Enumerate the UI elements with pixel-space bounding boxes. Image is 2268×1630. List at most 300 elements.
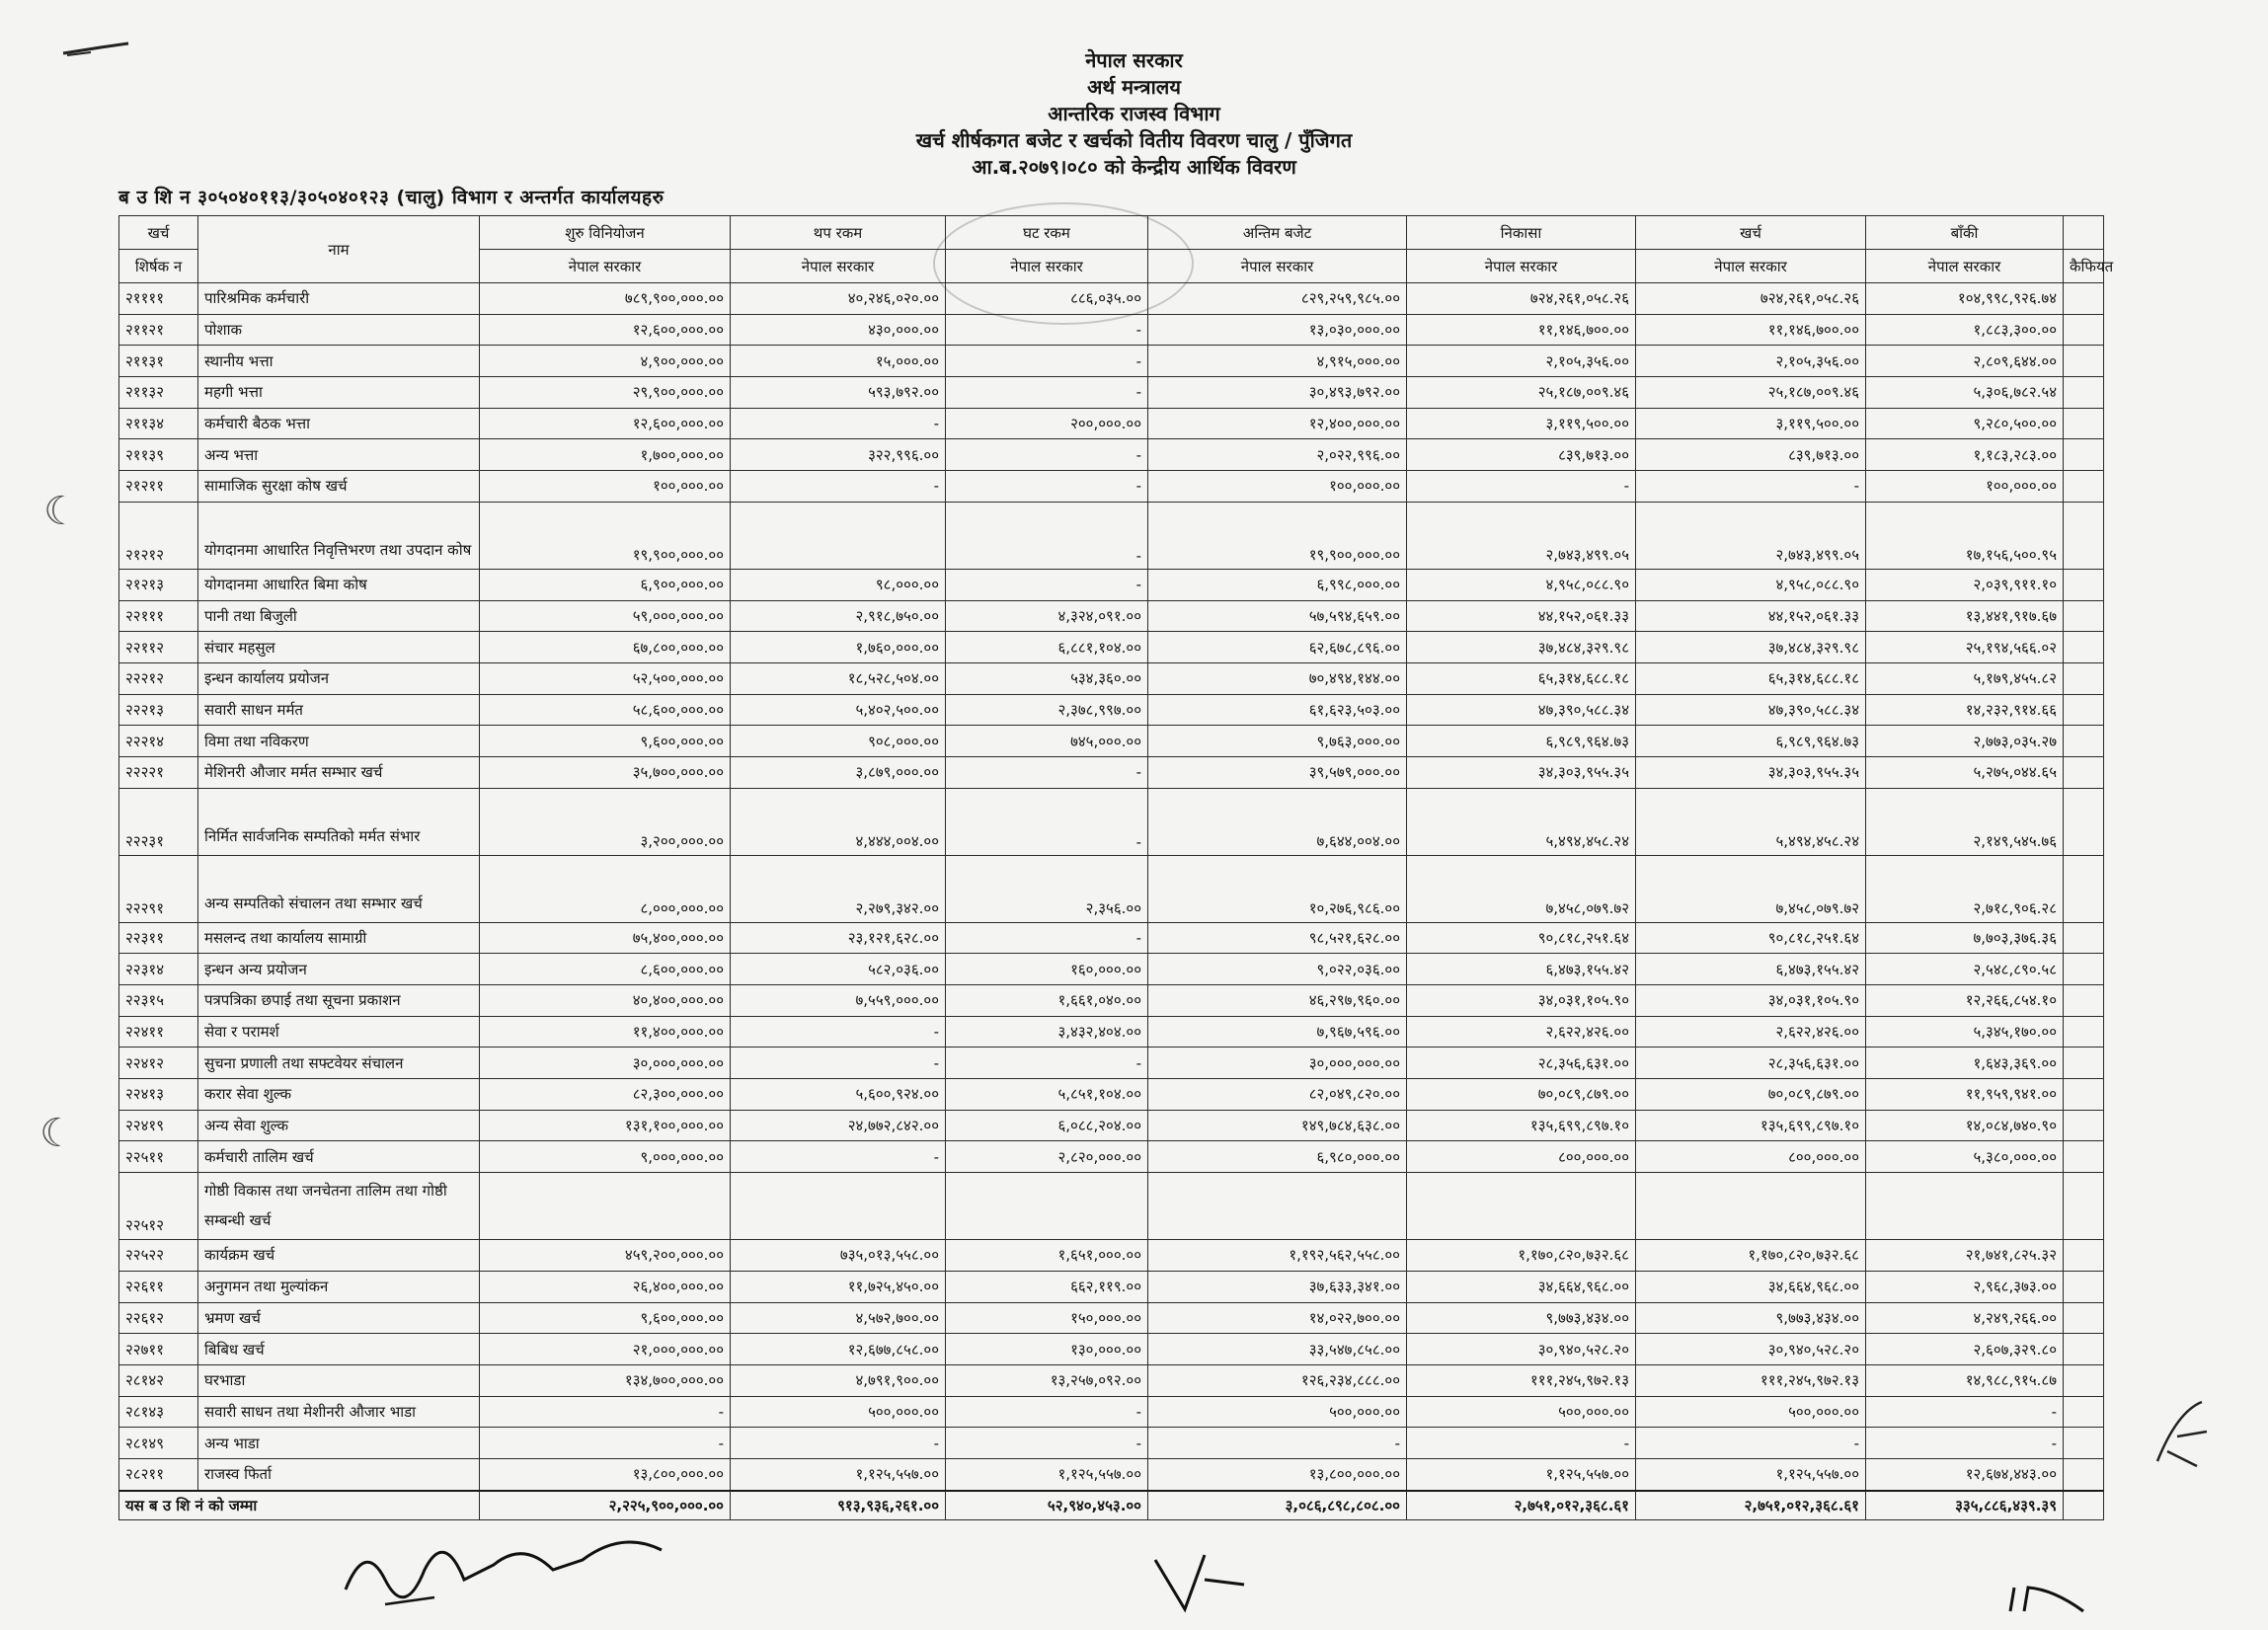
row-balance: ११,९५९,९४१.०० (1866, 1079, 2064, 1111)
row-addition: ११,७२५,४५०.०० (731, 1271, 946, 1302)
row-final-budget: १४९,७८४,६३८.०० (1148, 1110, 1407, 1141)
row-release: ३,११९,५००.०० (1407, 408, 1636, 439)
row-code: २२२१२ (119, 662, 198, 694)
row-expenditure: ७०,०८९,८७९.०० (1636, 1079, 1866, 1111)
total-release: २,७५१,०१२,३६८.६१ (1407, 1491, 1636, 1520)
row-code: २११११ (119, 283, 198, 315)
row-initial-appropriation: - (480, 1428, 731, 1459)
row-final-budget: ६२,६७८,८९६.०० (1148, 632, 1407, 663)
row-reduction: - (946, 569, 1148, 600)
table-row (119, 471, 2104, 503)
row-addition: ७३५,०१३,५५८.०० (731, 1240, 946, 1272)
row-balance: २,१४९,५४५.७६ (1866, 788, 2064, 855)
row-name: महगी भत्ता (198, 377, 480, 409)
row-addition: ५८२,०३६.०० (731, 954, 946, 985)
row-reduction: १३०,०००.०० (946, 1334, 1148, 1365)
row-expenditure: २८,३५६,६३१.०० (1636, 1048, 1866, 1079)
row-addition: ९८,०००.०० (731, 569, 946, 600)
total-expenditure: २,७५१,०१२,३६८.६१ (1636, 1491, 1866, 1520)
row-reduction: - (946, 1428, 1148, 1459)
row-expenditure: ७२४,२६१,०५८.२६ (1636, 283, 1866, 315)
table-row (119, 855, 2104, 922)
row-initial-appropriation: १३१,१००,०००.०० (480, 1110, 731, 1141)
row-initial-appropriation: ६,९००,०००.०० (480, 569, 731, 600)
row-final-budget (1148, 1173, 1407, 1240)
row-name: अनुगमन तथा मुल्यांकन (198, 1271, 480, 1302)
table-row (119, 756, 2104, 788)
row-release: ५,४९४,४५८.२४ (1407, 788, 1636, 855)
row-release: १,१२५,५५७.०० (1407, 1458, 1636, 1490)
row-final-budget: १९,९००,०००.०० (1148, 502, 1407, 569)
row-initial-appropriation: १३४,७००,०००.०० (480, 1364, 731, 1396)
row-initial-appropriation: ४०,४००,०००.०० (480, 985, 731, 1017)
row-expenditure: ६५,३१४,६८८.१८ (1636, 662, 1866, 694)
row-balance: २,८०९,६४४.०० (1866, 346, 2064, 377)
row-release: ३०,९४०,५२८.२० (1407, 1334, 1636, 1365)
row-reduction: २,३७८,९९७.०० (946, 694, 1148, 726)
total-final-budget: ३,०८६,८९८,८०८.०० (1148, 1491, 1407, 1520)
row-name: सवारी साधन तथा मेशीनरी औजार भाडा (198, 1396, 480, 1428)
row-code: २२११२ (119, 632, 198, 663)
row-name: संचार महसुल (198, 632, 480, 663)
row-addition: १,१२५,५५७.०० (731, 1458, 946, 1490)
row-remarks (2064, 283, 2104, 315)
row-expenditure: ११,१४६,७००.०० (1636, 314, 1866, 346)
row-initial-appropriation: २९,९००,०००.०० (480, 377, 731, 409)
row-balance: १,६४३,३६९.०० (1866, 1048, 2064, 1079)
row-reduction: ३,४३२,४०४.०० (946, 1016, 1148, 1048)
row-initial-appropriation: ३०,०००,०००.०० (480, 1048, 731, 1079)
row-remarks (2064, 788, 2104, 855)
row-remarks (2064, 408, 2104, 439)
row-reduction: १,१२५,५५७.०० (946, 1458, 1148, 1490)
row-release: ३४,०३१,१०५.९० (1407, 985, 1636, 1017)
row-remarks (2064, 1240, 2104, 1272)
row-expenditure: १३५,६९९,८९७.१० (1636, 1110, 1866, 1141)
table-row (119, 1271, 2104, 1302)
row-initial-appropriation: ११,४००,०००.०० (480, 1016, 731, 1048)
row-code: २१२१३ (119, 569, 198, 600)
row-remarks (2064, 1110, 2104, 1141)
row-code: २२४१९ (119, 1110, 198, 1141)
row-expenditure: २,६२२,४२६.०० (1636, 1016, 1866, 1048)
table-row (119, 1396, 2104, 1428)
row-code: २८१४३ (119, 1396, 198, 1428)
row-reduction: - (946, 314, 1148, 346)
row-expenditure (1636, 1173, 1866, 1240)
row-reduction: ५३४,३६०.०० (946, 662, 1148, 694)
total-label: यस ब उ शि नं को जम्मा (119, 1491, 480, 1520)
row-code: २२२१४ (119, 726, 198, 757)
row-addition: ९०८,०००.०० (731, 726, 946, 757)
row-addition: १,७६०,०००.०० (731, 632, 946, 663)
row-initial-appropriation: ९,०००,०००.०० (480, 1141, 731, 1173)
header-line-govt: नेपाल सरकार (1085, 48, 1183, 72)
row-expenditure: ५,४९४,४५८.२४ (1636, 788, 1866, 855)
row-reduction: २,३५६.०० (946, 855, 1148, 922)
row-remarks (2064, 855, 2104, 922)
row-initial-appropriation: १००,०००.०० (480, 471, 731, 503)
row-remarks (2064, 502, 2104, 569)
table-row (119, 954, 2104, 985)
table-row (119, 1048, 2104, 1079)
row-release: ६,९८९,९६४.७३ (1407, 726, 1636, 757)
row-initial-appropriation: ८,६००,०००.०० (480, 954, 731, 985)
row-addition (731, 502, 946, 569)
row-reduction: - (946, 1396, 1148, 1428)
subheader-nepal-govt: नेपाल सरकार (480, 250, 731, 283)
row-name: गोष्ठी विकास तथा जनचेतना तालिम तथा गोष्ठी सम्बन्धी खर्च (198, 1173, 480, 1240)
header-remarks: कैफियत (2064, 250, 2104, 283)
row-remarks (2064, 377, 2104, 409)
row-code: २२५१२ (119, 1173, 198, 1240)
row-name: मसलन्द तथा कार्यालय सामाग्री (198, 922, 480, 954)
row-release: ७२४,२६१,०५८.२६ (1407, 283, 1636, 315)
row-final-budget: ७०,४९४,१४४.०० (1148, 662, 1407, 694)
row-release: ३७,४८४,३२९.९८ (1407, 632, 1636, 663)
row-name: अन्य सम्पतिको संचालन तथा सम्भार खर्च (198, 855, 480, 922)
table-row (119, 662, 2104, 694)
row-balance: २,०३९,९११.१० (1866, 569, 2064, 600)
row-remarks (2064, 954, 2104, 985)
row-release (1407, 1173, 1636, 1240)
handwritten-mark (2004, 1580, 2093, 1619)
row-final-budget: ८२९,२५९,९८५.०० (1148, 283, 1407, 315)
table-row (119, 922, 2104, 954)
row-addition: ७,५५९,०००.०० (731, 985, 946, 1017)
table-row (119, 600, 2104, 632)
row-balance: ९,२८०,५००.०० (1866, 408, 2064, 439)
row-addition: २३,१२१,६२८.०० (731, 922, 946, 954)
row-reduction: १६०,०००.०० (946, 954, 1148, 985)
row-final-budget: १४,०२२,७००.०० (1148, 1302, 1407, 1334)
row-name: अन्य भत्ता (198, 439, 480, 471)
row-remarks (2064, 1364, 2104, 1396)
row-remarks (2064, 471, 2104, 503)
row-initial-appropriation: २१,०००,०००.०० (480, 1334, 731, 1365)
row-expenditure: ७,४५८,०७९.७२ (1636, 855, 1866, 922)
row-final-budget: १३,८००,०००.०० (1148, 1458, 1407, 1490)
row-expenditure: ५००,०००.०० (1636, 1396, 1866, 1428)
row-remarks (2064, 1016, 2104, 1048)
row-reduction: - (946, 502, 1148, 569)
row-addition: ५००,०००.०० (731, 1396, 946, 1428)
row-name: मेशिनरी औजार मर्मत सम्भार खर्च (198, 756, 480, 788)
row-initial-appropriation: १,७००,०००.०० (480, 439, 731, 471)
row-code: २११३२ (119, 377, 198, 409)
row-initial-appropriation: ८,०००,०००.०० (480, 855, 731, 922)
row-reduction: - (946, 439, 1148, 471)
row-reduction: ६६२,११९.०० (946, 1271, 1148, 1302)
row-reduction: ८८६,०३५.०० (946, 283, 1148, 315)
row-balance: ५,३८०,०००.०० (1866, 1141, 2064, 1173)
row-release: ८३९,७१३.०० (1407, 439, 1636, 471)
table-row (119, 1302, 2104, 1334)
row-reduction: ६,०८८,२०४.०० (946, 1110, 1148, 1141)
row-reduction (946, 1173, 1148, 1240)
header-name: नाम (198, 216, 480, 283)
row-initial-appropriation: - (480, 1396, 731, 1428)
row-code: २८२११ (119, 1458, 198, 1490)
row-initial-appropriation: ४५९,२००,०००.०० (480, 1240, 731, 1272)
row-expenditure: - (1636, 471, 1866, 503)
row-code: २२४११ (119, 1016, 198, 1048)
row-final-budget: १२,४००,०००.०० (1148, 408, 1407, 439)
row-expenditure: ३७,४८४,३२९.९८ (1636, 632, 1866, 663)
row-addition: ५,४०२,५००.०० (731, 694, 946, 726)
row-addition: १५,०००.०० (731, 346, 946, 377)
row-initial-appropriation: १३,८००,०००.०० (480, 1458, 731, 1490)
row-remarks (2064, 632, 2104, 663)
row-release: ४७,३९०,५८८.३४ (1407, 694, 1636, 726)
table-row (119, 985, 2104, 1017)
row-name: करार सेवा शुल्क (198, 1079, 480, 1111)
table-row (119, 1016, 2104, 1048)
row-balance: १४,०८४,७४०.९० (1866, 1110, 2064, 1141)
row-addition: १८,५२८,५०४.०० (731, 662, 946, 694)
header-initial-appropriation: शुरु विनियोजन (480, 216, 731, 250)
row-expenditure: ३४,३०३,९५५.३५ (1636, 756, 1866, 788)
row-expenditure: ४७,३९०,५८८.३४ (1636, 694, 1866, 726)
table-row (119, 632, 2104, 663)
row-addition: ४३०,०००.०० (731, 314, 946, 346)
row-initial-appropriation: २६,४००,०००.०० (480, 1271, 731, 1302)
row-final-budget: ९८,५२१,६२८.०० (1148, 922, 1407, 954)
row-release: ५००,०००.०० (1407, 1396, 1636, 1428)
row-release: ७०,०८९,८७९.०० (1407, 1079, 1636, 1111)
row-expenditure: ८३९,७१३.०० (1636, 439, 1866, 471)
row-addition: ४,७९१,९००.०० (731, 1364, 946, 1396)
row-initial-appropriation: १२,६००,०००.०० (480, 408, 731, 439)
row-release: ९,७७३,४३४.०० (1407, 1302, 1636, 1334)
row-code: २२६१२ (119, 1302, 198, 1334)
row-final-budget: १०,२७६,९८६.०० (1148, 855, 1407, 922)
row-reduction: - (946, 788, 1148, 855)
row-code: २११३९ (119, 439, 198, 471)
row-balance: १,८८३,३००.०० (1866, 314, 2064, 346)
table-row (119, 439, 2104, 471)
row-balance: ५,३०६,७८२.५४ (1866, 377, 2064, 409)
row-initial-appropriation: ८२,३००,०००.०० (480, 1079, 731, 1111)
row-reduction: १३,२५७,०९२.०० (946, 1364, 1148, 1396)
total-initial: २,२२५,९००,०००.०० (480, 1491, 731, 1520)
row-final-budget: ९,७६३,०००.०० (1148, 726, 1407, 757)
row-expenditure: ९०,८१८,२५१.६४ (1636, 922, 1866, 954)
row-addition: - (731, 471, 946, 503)
row-balance: ५,१७९,४५५.८२ (1866, 662, 2064, 694)
document-header (0, 47, 2268, 181)
row-expenditure: ३४,०३१,१०५.९० (1636, 985, 1866, 1017)
row-code: २११३४ (119, 408, 198, 439)
row-expenditure: ६,९८९,९६४.७३ (1636, 726, 1866, 757)
row-balance: १,१८३,२८३.०० (1866, 439, 2064, 471)
row-initial-appropriation: ७५,४००,०००.०० (480, 922, 731, 954)
row-code: २८१४९ (119, 1428, 198, 1459)
row-initial-appropriation: १२,६००,०००.०० (480, 314, 731, 346)
table-row (119, 1240, 2104, 1272)
row-remarks (2064, 985, 2104, 1017)
row-name: भ्रमण खर्च (198, 1302, 480, 1334)
row-release: २८,३५६,६३१.०० (1407, 1048, 1636, 1079)
row-code: २१२१२ (119, 502, 198, 569)
row-balance: १००,०००.०० (1866, 471, 2064, 503)
row-code: २२२२१ (119, 756, 198, 788)
row-remarks (2064, 569, 2104, 600)
row-final-budget: ४६,२९७,९६०.०० (1148, 985, 1407, 1017)
row-balance: १२,६७४,४४३.०० (1866, 1458, 2064, 1490)
row-balance: ४,२४९,२६६.०० (1866, 1302, 2064, 1334)
row-code: २२२१३ (119, 694, 198, 726)
total-balance: ३३५,८८६,४३९.३९ (1866, 1491, 2064, 1520)
row-code: २८१४२ (119, 1364, 198, 1396)
total-addition: ९१३,९३६,२६१.०० (731, 1491, 946, 1520)
header-final-budget: अन्तिम बजेट (1148, 216, 1407, 250)
row-balance: १४,९८८,९१५.८७ (1866, 1364, 2064, 1396)
row-name: कर्मचारी तालिम खर्च (198, 1141, 480, 1173)
header-blank (2064, 216, 2104, 250)
row-remarks (2064, 439, 2104, 471)
row-name: विमा तथा नविकरण (198, 726, 480, 757)
row-remarks (2064, 1458, 2104, 1490)
subheader-nepal-govt: नेपाल सरकार (1407, 250, 1636, 283)
table-row (119, 1110, 2104, 1141)
row-release: १११,२४५,९७२.१३ (1407, 1364, 1636, 1396)
row-final-budget: ६,९९८,०००.०० (1148, 569, 1407, 600)
handwritten-signature (1145, 1540, 1264, 1619)
handwritten-signature (326, 1511, 701, 1619)
header-line-fiscal-year: आ.ब.२०७९।०८० को केन्द्रीय आर्थिक विवरण (972, 155, 1296, 179)
row-reduction: - (946, 756, 1148, 788)
table-row (119, 726, 2104, 757)
row-initial-appropriation: ९,६००,०००.०० (480, 726, 731, 757)
row-remarks (2064, 600, 2104, 632)
row-release: ४४,१५२,०६१.३३ (1407, 600, 1636, 632)
table-row (119, 1364, 2104, 1396)
header-code-bottom: शिर्षक न (119, 250, 198, 283)
row-addition: ५९३,७९२.०० (731, 377, 946, 409)
subheader-nepal-govt: नेपाल सरकार (1636, 250, 1866, 283)
table-row (119, 1334, 2104, 1365)
row-balance: ७,७०३,३७६.३६ (1866, 922, 2064, 954)
row-final-budget: ६,९८०,०००.०० (1148, 1141, 1407, 1173)
row-final-budget: ५७,५९४,६५९.०० (1148, 600, 1407, 632)
total-reduction: ५२,९४०,४५३.०० (946, 1491, 1148, 1520)
row-balance: १४,२३२,९१४.६६ (1866, 694, 2064, 726)
row-release: २५,१८७,००९.४६ (1407, 377, 1636, 409)
row-remarks (2064, 1396, 2104, 1428)
row-expenditure: २,७४३,४९९.०५ (1636, 502, 1866, 569)
row-addition: ५,६००,९२४.०० (731, 1079, 946, 1111)
row-code: २२२९१ (119, 855, 198, 922)
row-reduction: १,६६१,०४०.०० (946, 985, 1148, 1017)
row-final-budget: ७,९६७,५९६.०० (1148, 1016, 1407, 1048)
row-final-budget: ३७,६३३,३४१.०० (1148, 1271, 1407, 1302)
row-reduction: ६,८८१,१०४.०० (946, 632, 1148, 663)
row-code: २२२३१ (119, 788, 198, 855)
table-row (119, 694, 2104, 726)
row-release: ८००,०००.०० (1407, 1141, 1636, 1173)
row-code: २२३११ (119, 922, 198, 954)
row-final-budget: १३,०३०,०००.०० (1148, 314, 1407, 346)
row-balance: १७,१५६,५००.९५ (1866, 502, 2064, 569)
row-final-budget: १,१९२,५६२,५५८.०० (1148, 1240, 1407, 1272)
table-row (119, 1141, 2104, 1173)
table-row (119, 408, 2104, 439)
row-release: - (1407, 1428, 1636, 1459)
row-final-budget: ४,९१५,०००.०० (1148, 346, 1407, 377)
row-remarks (2064, 1428, 2104, 1459)
budget-table (118, 215, 2114, 1520)
subheader-nepal-govt: नेपाल सरकार (946, 250, 1148, 283)
row-addition: - (731, 1016, 946, 1048)
subheader-nepal-govt: नेपाल सरकार (731, 250, 946, 283)
row-balance: २१,७४१,८२५.३२ (1866, 1240, 2064, 1272)
row-final-budget: ७,६४४,००४.०० (1148, 788, 1407, 855)
row-expenditure: ३०,९४०,५२८.२० (1636, 1334, 1866, 1365)
row-release: - (1407, 471, 1636, 503)
row-release: ९०,८१८,२५१.६४ (1407, 922, 1636, 954)
row-release: ३४,३०३,९५५.३५ (1407, 756, 1636, 788)
row-remarks (2064, 1048, 2104, 1079)
row-remarks (2064, 756, 2104, 788)
header-addition: थप रकम (731, 216, 946, 250)
header-code-top: खर्च (119, 216, 198, 250)
row-reduction: - (946, 922, 1148, 954)
row-addition: १२,६७७,८५८.०० (731, 1334, 946, 1365)
row-addition: ४०,२४६,०२०.०० (731, 283, 946, 315)
row-expenditure: १,१७०,८२०,७३२.६८ (1636, 1240, 1866, 1272)
row-addition: ३,८७९,०००.०० (731, 756, 946, 788)
row-expenditure: ४,९५८,०८८.९० (1636, 569, 1866, 600)
row-remarks (2064, 1141, 2104, 1173)
table-row (119, 1428, 2104, 1459)
row-final-budget: १२६,२३४,८८८.०० (1148, 1364, 1407, 1396)
row-remarks (2064, 314, 2104, 346)
row-initial-appropriation: ५२,५००,०००.०० (480, 662, 731, 694)
table-row (119, 283, 2104, 315)
row-balance: २,९६८,३७३.०० (1866, 1271, 2064, 1302)
row-expenditure: - (1636, 1428, 1866, 1459)
row-name: पत्रपत्रिका छपाई तथा सूचना प्रकाशन (198, 985, 480, 1017)
header-reduction: घट रकम (946, 216, 1148, 250)
row-name: राजस्व फिर्ता (198, 1458, 480, 1490)
row-addition: ४,४४४,००४.०० (731, 788, 946, 855)
table-row (119, 377, 2104, 409)
row-addition: - (731, 1141, 946, 1173)
row-balance: - (1866, 1428, 2064, 1459)
row-name: पानी तथा बिजुली (198, 600, 480, 632)
table-body (119, 283, 2104, 1491)
header-expenditure: खर्च (1636, 216, 1866, 250)
table-row (119, 569, 2104, 600)
row-remarks (2064, 1334, 2104, 1365)
row-name: योगदानमा आधारित निवृत्तिभरण तथा उपदान कोष (198, 502, 480, 569)
row-remarks (2064, 1079, 2104, 1111)
row-final-budget: २,०२२,९९६.०० (1148, 439, 1407, 471)
row-final-budget: ९,०२२,०३६.०० (1148, 954, 1407, 985)
row-reduction: - (946, 1048, 1148, 1079)
table-row (119, 1458, 2104, 1490)
row-final-budget: ३३,५४७,८५८.०० (1148, 1334, 1407, 1365)
row-balance: २,७७३,०३५.२७ (1866, 726, 2064, 757)
header-line-ministry: अर्थ मन्त्रालय (1087, 75, 1181, 99)
header-line-department: आन्तरिक राजस्व विभाग (1048, 102, 1220, 125)
row-initial-appropriation: ६७,८००,०००.०० (480, 632, 731, 663)
table-row (119, 314, 2104, 346)
row-addition: - (731, 1428, 946, 1459)
row-remarks (2064, 662, 2104, 694)
row-release: ४,९५८,०८८.९० (1407, 569, 1636, 600)
